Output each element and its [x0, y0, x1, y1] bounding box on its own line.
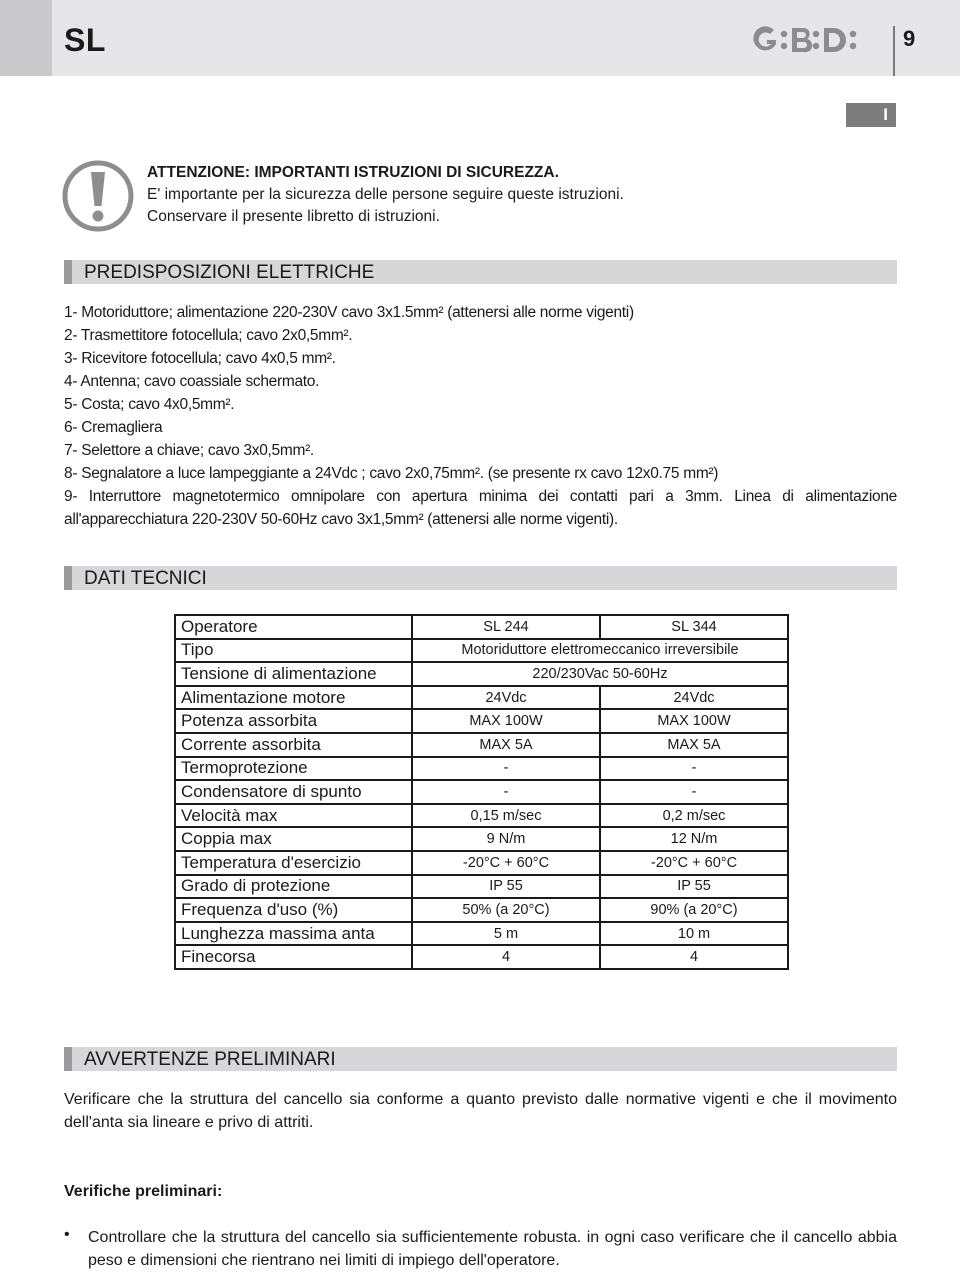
header-side-block: [0, 0, 52, 76]
table-row: [175, 662, 788, 686]
spec-label: Potenza assorbita: [175, 709, 412, 733]
spec-label: Coppia max: [175, 827, 412, 851]
checks-subheading: Verifiche preliminari:: [64, 1183, 223, 1200]
list-item: 3- Ricevitore fotocellula; cavo 4x0,5 mm².: [64, 350, 336, 367]
spec-value-sl344: 90% (a 20°C): [600, 898, 788, 922]
section-title: DATI TECNICI: [84, 568, 207, 589]
list-item: 4- Antenna; cavo coassiale schermato.: [64, 373, 320, 390]
list-item: 2- Trasmettitore fotocellula; cavo 2x0,5mm².: [64, 327, 353, 344]
spec-value-sl344: 4: [600, 945, 788, 969]
spec-value-sl344: 24Vdc: [600, 686, 788, 710]
table-row: [175, 780, 788, 804]
exclamation-circle-icon: [62, 160, 134, 232]
table-row: [175, 804, 788, 828]
list-item: 9- Interruttore magnetotermico omnipolare con apertura minima dei contatti pari a 3mm. Linea di alimentazione all'apparecchiatura 220-230V 50-60Hz cavo 3x1,5mm² (attenersi alle norme vigenti).: [64, 488, 897, 528]
spec-value-sl344: -: [600, 757, 788, 781]
spec-value-merged: 220/230Vac 50-60Hz: [412, 662, 788, 686]
spec-value-sl244: 5 m: [412, 922, 600, 946]
spec-value-merged: Motoriduttore elettromeccanico irreversibile: [412, 639, 788, 663]
list-item: 6- Cremagliera: [64, 419, 163, 436]
section-header-warnings: [64, 1047, 897, 1071]
specs-table-body: [175, 615, 788, 969]
spec-value-sl344: -: [600, 780, 788, 804]
section-title: AVVERTENZE PRELIMINARI: [84, 1049, 336, 1070]
model-title: SL: [64, 22, 106, 58]
language-tab: I: [846, 103, 896, 127]
spec-value-sl244: MAX 5A: [412, 733, 600, 757]
spec-label: Operatore: [175, 615, 412, 639]
list-item: 8- Segnalatore a luce lampeggiante a 24Vdc ; cavo 2x0,75mm². (se presente rx cavo 12x0.75 mm²): [64, 465, 719, 482]
spec-value-sl244: 24Vdc: [412, 686, 600, 710]
spec-value-sl244: -20°C + 60°C: [412, 851, 600, 875]
spec-label: Frequenza d'uso (%): [175, 898, 412, 922]
spec-value-sl244: 50% (a 20°C): [412, 898, 600, 922]
spec-value-sl344: SL 344: [600, 615, 788, 639]
list-item: 5- Costa; cavo 4x0,5mm².: [64, 396, 235, 413]
specs-table: [174, 614, 789, 970]
spec-value-sl344: -20°C + 60°C: [600, 851, 788, 875]
section-header-tech: [64, 566, 897, 590]
spec-label: Lunghezza massima anta: [175, 922, 412, 946]
list-item: 1- Motoriduttore; alimentazione 220-230V cavo 3x1.5mm² (attenersi alle norme vigenti): [64, 304, 634, 321]
table-row: [175, 875, 788, 899]
section-accent: [64, 566, 72, 590]
spec-value-sl244: SL 244: [412, 615, 600, 639]
list-item: 7- Selettore a chiave; cavo 3x0,5mm².: [64, 442, 314, 459]
spec-value-sl244: -: [412, 757, 600, 781]
spec-value-sl244: IP 55: [412, 875, 600, 899]
header-bar: [0, 0, 960, 76]
warnings-paragraph: Verificare che la struttura del cancello sia conforme a quanto previsto dalle normative vigenti e che il movimento dell'anta sia lineare e privo di attriti.: [64, 1091, 897, 1131]
table-row: [175, 615, 788, 639]
spec-label: Alimentazione motore: [175, 686, 412, 710]
spec-value-sl244: -: [412, 780, 600, 804]
warning-line: Conservare il presente libretto di istruzioni.: [147, 208, 440, 225]
spec-value-sl344: MAX 5A: [600, 733, 788, 757]
table-row: [175, 851, 788, 875]
spec-label: Corrente assorbita: [175, 733, 412, 757]
spec-label: Condensatore di spunto: [175, 780, 412, 804]
bullet-item: Controllare che la struttura del cancello sia sufficientemente robusta. in ogni caso verificare che il cancello abbia peso e dimensioni che rientrano nei limiti di impiego dell'operatore.: [88, 1229, 897, 1269]
table-row: [175, 945, 788, 969]
spec-label: Velocità max: [175, 804, 412, 828]
page-divider: [893, 26, 895, 76]
bullet-icon: •: [64, 1226, 70, 1243]
spec-value-sl344: MAX 100W: [600, 709, 788, 733]
table-row: [175, 733, 788, 757]
spec-label: Termoprotezione: [175, 757, 412, 781]
table-row: [175, 827, 788, 851]
table-row: [175, 686, 788, 710]
safety-warning: [147, 162, 624, 228]
table-row: [175, 922, 788, 946]
spec-label: Tipo: [175, 639, 412, 663]
spec-value-sl344: 12 N/m: [600, 827, 788, 851]
table-row: [175, 639, 788, 663]
table-row: [175, 757, 788, 781]
spec-label: Finecorsa: [175, 945, 412, 969]
spec-label: Temperatura d'esercizio: [175, 851, 412, 875]
section-accent: [64, 1047, 72, 1071]
spec-value-sl244: 0,15 m/sec: [412, 804, 600, 828]
section-title: PREDISPOSIZIONI ELETTRICHE: [84, 262, 375, 283]
spec-value-sl344: IP 55: [600, 875, 788, 899]
spec-value-sl344: 10 m: [600, 922, 788, 946]
spec-label: Tensione di alimentazione: [175, 662, 412, 686]
warning-title: ATTENZIONE: IMPORTANTI ISTRUZIONI DI SICUREZZA.: [147, 164, 559, 181]
spec-value-sl344: 0,2 m/sec: [600, 804, 788, 828]
electrical-list: [64, 301, 897, 531]
table-row: [175, 709, 788, 733]
warning-line: E' importante per la sicurezza delle persone seguire queste istruzioni.: [147, 186, 624, 203]
spec-label: Grado di protezione: [175, 875, 412, 899]
gbd-logo: [752, 20, 868, 60]
spec-value-sl244: 4: [412, 945, 600, 969]
section-accent: [64, 260, 72, 284]
table-row: [175, 898, 788, 922]
page-number: 9: [903, 26, 916, 51]
spec-value-sl244: 9 N/m: [412, 827, 600, 851]
spec-value-sl244: MAX 100W: [412, 709, 600, 733]
section-header-electrical: [64, 260, 897, 284]
